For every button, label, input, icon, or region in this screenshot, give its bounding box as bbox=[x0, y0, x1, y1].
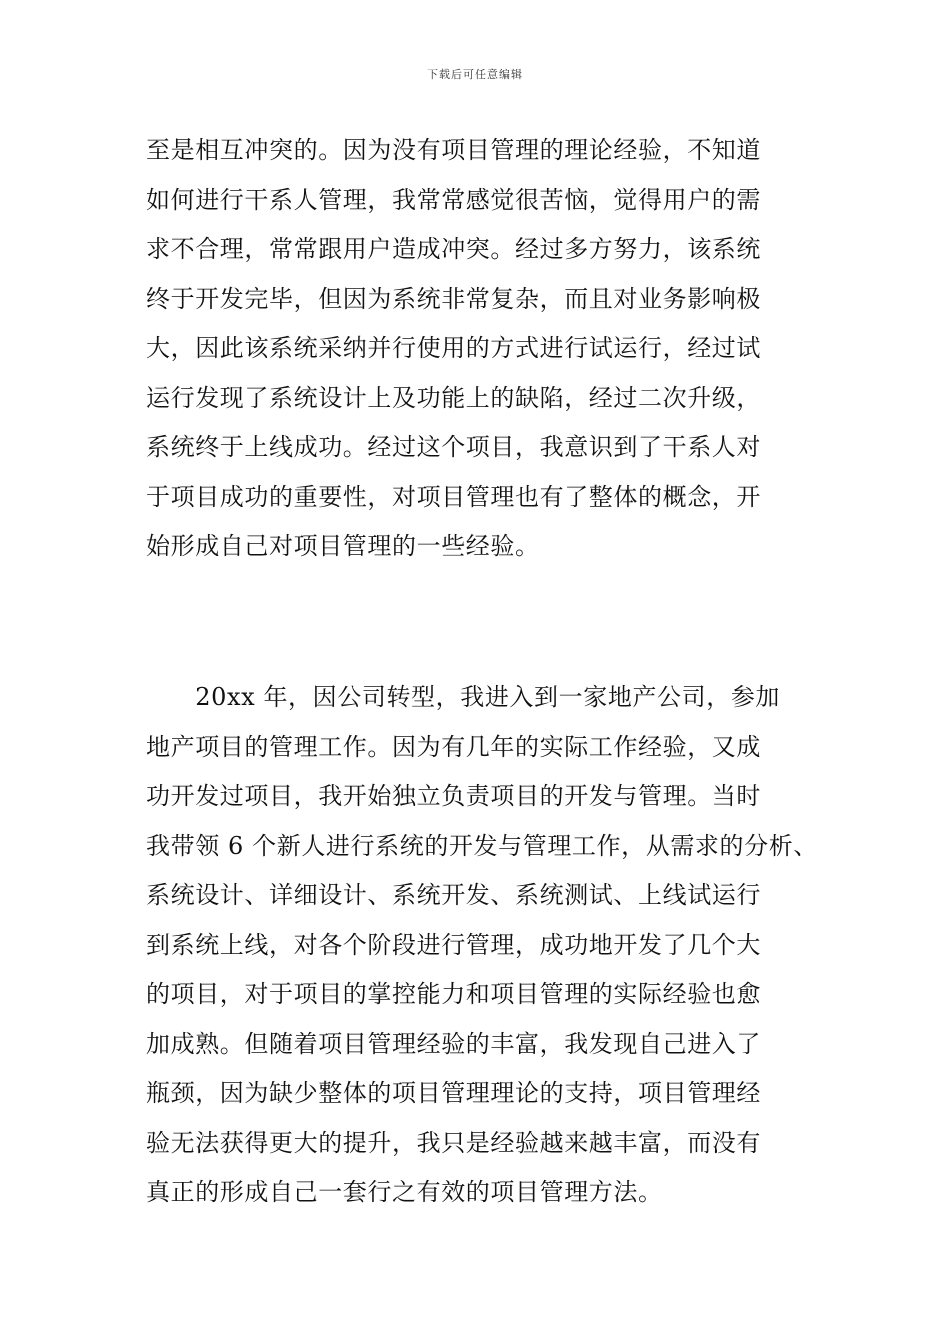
text-line: 如何进行干系人管理，我常常感觉很苦恼，觉得用户的需 bbox=[146, 185, 761, 214]
text-line: 终于开发完毕，但因为系统非常复杂，而且对业务影响极 bbox=[146, 284, 761, 313]
text-line: 大，因此该系统采纳并行使用的方式进行试运行，经过试 bbox=[146, 334, 761, 362]
header-note: 下载后可任意编辑 bbox=[427, 68, 523, 81]
text-line: 运行发现了系统设计上及功能上的缺陷，经过二次升级， bbox=[146, 383, 761, 412]
paragraph-2 bbox=[146, 673, 836, 1218]
text-line: 地产项目的管理工作。因为有几年的实际工作经验，又成 bbox=[146, 732, 761, 761]
text-line: 求不合理，常常跟用户造成冲突。经过多方努力，该系统 bbox=[146, 235, 761, 263]
text-line: 于项目成功的重要性，对项目管理也有了整体的概念，开 bbox=[146, 482, 761, 511]
text-line: 系统终于上线成功。经过这个项目，我意识到了干系人对 bbox=[146, 433, 761, 461]
text-line: 始形成自己对项目管理的一些经验。 bbox=[146, 532, 540, 560]
text-line: 验无法获得更大的提升，我只是经验越来越丰富，而没有 bbox=[146, 1128, 761, 1157]
text-line: 加成熟。但随着项目管理经验的丰富，我发现自己进入了 bbox=[146, 1029, 761, 1058]
text-line: 我带领 6 个新人进行系统的开发与管理工作，从需求的分析、 bbox=[146, 831, 818, 860]
text-line: 到系统上线，对各个阶段进行管理，成功地开发了几个大 bbox=[146, 930, 761, 959]
text-line: 真正的形成自己一套行之有效的项目管理方法。 bbox=[146, 1178, 663, 1206]
text-line: 至是相互冲突的。因为没有项目管理的理论经验，不知道 bbox=[146, 136, 761, 164]
text-line: 20xx 年，因公司转型，我进入到一家地产公司，参加 bbox=[146, 683, 781, 711]
text-line: 的项目，对于项目的掌控能力和项目管理的实际经验也愈 bbox=[146, 980, 761, 1008]
paragraph-1 bbox=[146, 126, 836, 572]
text-line: 瓶颈，因为缺少整体的项目管理理论的支持，项目管理经 bbox=[146, 1079, 761, 1107]
text-line: 功开发过项目，我开始独立负责项目的开发与管理。当时 bbox=[146, 782, 761, 810]
text-line: 系统设计、详细设计、系统开发、系统测试、上线试运行 bbox=[146, 881, 761, 909]
